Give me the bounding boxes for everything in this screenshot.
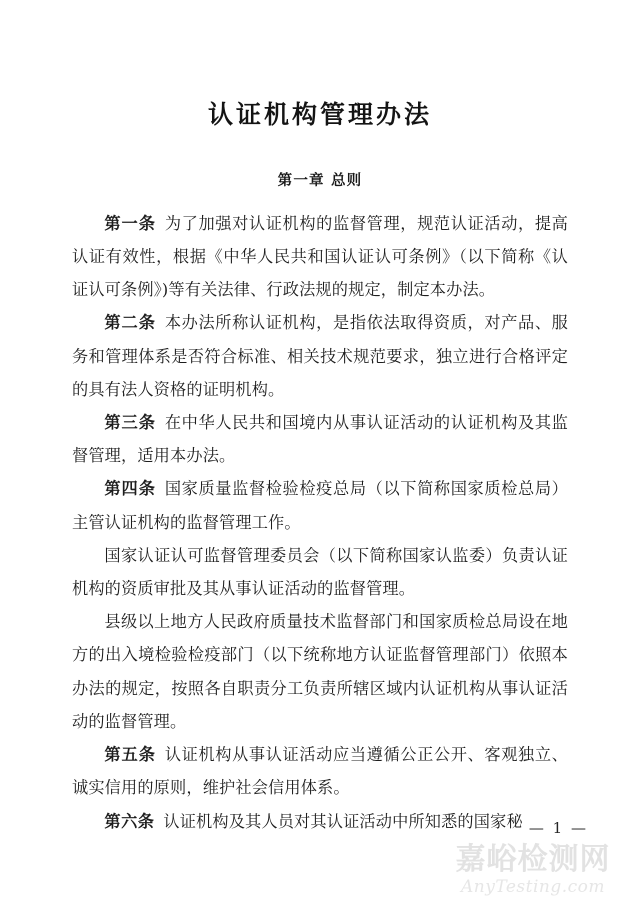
article-text: 国家质量监督检验检疫总局（以下简称国家质检总局）主管认证机构的监督管理工作。 xyxy=(72,479,568,532)
watermark-chinese-text: 嘉峪检测网 xyxy=(455,842,611,878)
article-number: 第四条 xyxy=(104,479,156,499)
article-list xyxy=(72,191,568,838)
article-paragraph xyxy=(72,738,568,804)
article-number: 第一条 xyxy=(104,213,156,233)
article-text: 国家认证认可监督管理委员会（以下简称国家认监委）负责认证机构的资质审批及其从事认证活动的监督管理。 xyxy=(72,545,568,599)
article-text: 认证机构及其人员对其认证活动中所知悉的国家秘 xyxy=(163,811,523,831)
article-text: 为了加强对认证机构的监督管理，规范认证活动，提高认证有效性，根据《中华人民共和国认证认可条例》（以下简称《认证认可条例》)等有关法律、行政法规的规定，制定本办法。 xyxy=(72,213,568,300)
article-paragraph xyxy=(72,539,568,605)
page-title: 认证机构管理办法 xyxy=(207,100,432,129)
chapter-heading: 第一章 总则 xyxy=(277,173,363,189)
article-number: 第二条 xyxy=(104,313,156,333)
watermark-english-text: AnyTesting.com xyxy=(460,876,605,897)
article-paragraph xyxy=(72,306,568,406)
article-paragraph xyxy=(72,605,568,738)
article-paragraph xyxy=(72,207,568,307)
article-text: 在中华人民共和国境内从事认证活动的认证机构及其监督管理，适用本办法。 xyxy=(72,413,568,466)
article-text: 本办法所称认证机构，是指依法取得资质，对产品、服务和管理体系是否符合标准、相关技术规范要求，独立进行合格评定的具有法人资格的证明机构。 xyxy=(72,313,568,399)
article-number: 第六条 xyxy=(104,811,155,831)
page-number: — 1 — xyxy=(528,819,588,837)
article-number: 第五条 xyxy=(104,745,156,765)
document-text-column xyxy=(72,0,568,905)
article-text: 县级以上地方人民政府质量技术监督部门和国家质检总局设在地方的出入境检验检疫部门（以下统称地方认证监督管理部门）依照本办法的规定，按照各自职责分工负责所辖区域内认证机构从事认证活动的监督管理。 xyxy=(72,612,568,731)
article-paragraph xyxy=(72,406,568,472)
article-number: 第三条 xyxy=(104,413,156,433)
article-text: 认证机构从事认证活动应当遵循公正公开、客观独立、诚实信用的原则，维护社会信用体系。 xyxy=(72,745,568,798)
article-paragraph xyxy=(72,472,568,538)
